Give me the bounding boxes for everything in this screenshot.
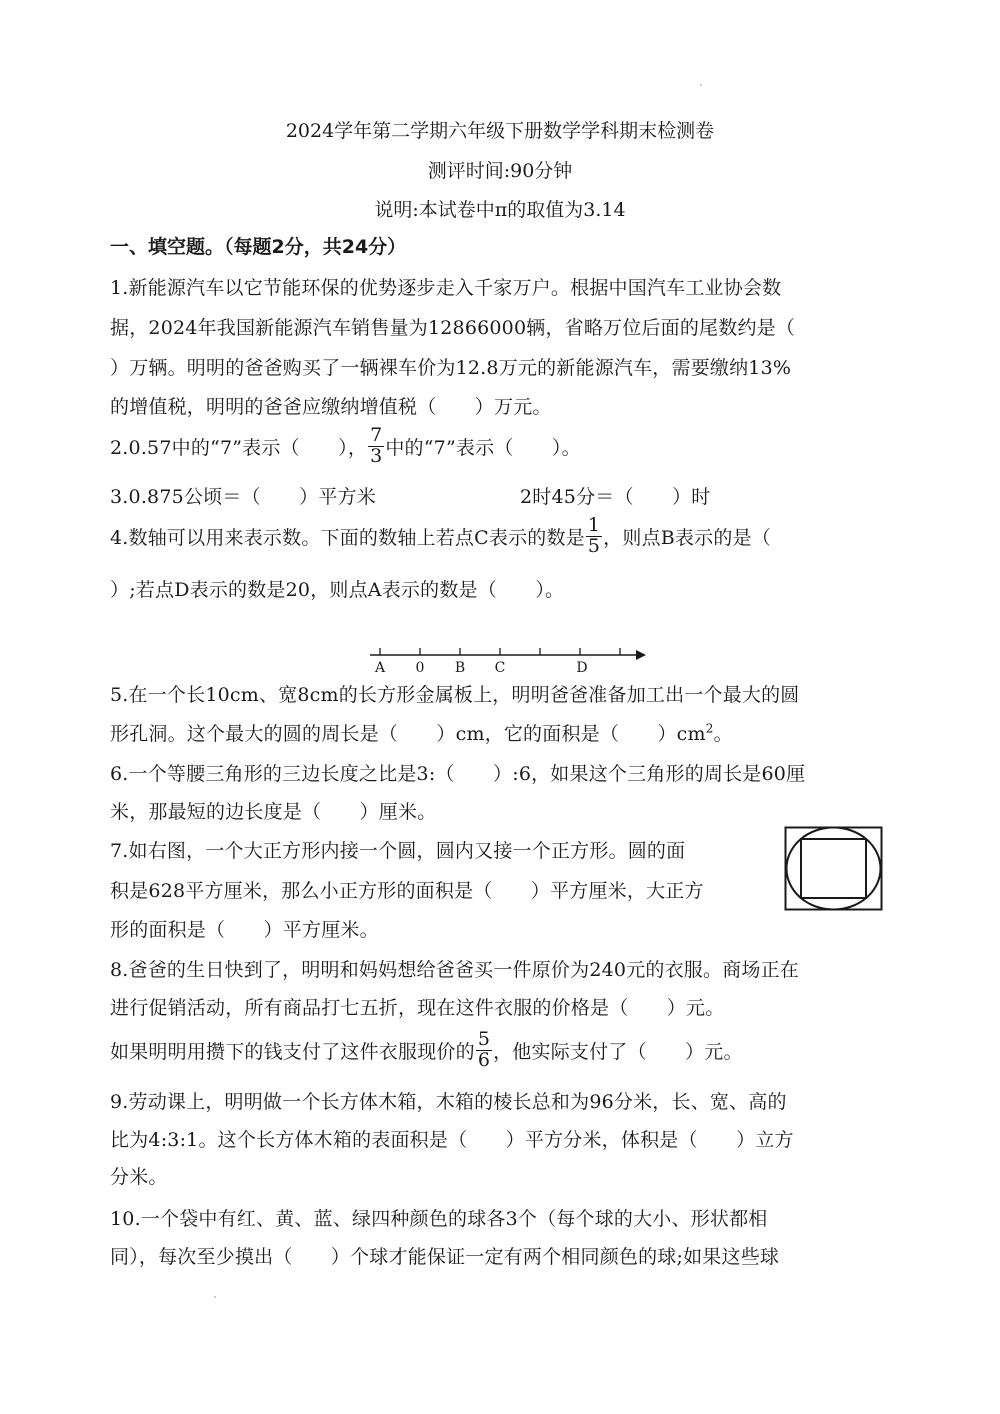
q4-frac-num: 1: [587, 514, 601, 536]
q4-line2: ）;若点D表示的数是20，则点A表示的数是（ ）。: [110, 579, 565, 601]
q2-frac-den: 3: [370, 444, 383, 467]
speck: [700, 84, 702, 86]
label-a: A: [374, 660, 386, 676]
q8-frac-den: 6: [477, 1048, 491, 1071]
q7-line2: 积是628平方厘米，那么小正方形的面积是（ ）平方厘米，大正方: [110, 880, 704, 902]
q2-part-a: 2.0.57中的“7”表示（ ），: [110, 436, 368, 459]
exam-title: 2024学年第二学期六年级下册数学学科期末检测卷: [285, 120, 715, 142]
q3-part-a: 3.0.875公顷＝（ ）平方米: [110, 486, 376, 508]
q1-line3: ）万辆。明明的爸爸购买了一辆裸车价为12.8万元的新能源汽车，需要缴纳13%: [110, 357, 792, 379]
q7-line1: 7.如右图，一个大正方形内接一个圆，圆内又接一个正方形。圆的面: [110, 840, 686, 862]
q4-part-a: 4.数轴可以用来表示数。下面的数轴上若点C表示的数是: [110, 526, 585, 549]
speck: [214, 1296, 216, 1298]
q8-part-a: 如果明明用攒下的钱支付了这件衣服现价的: [110, 1040, 475, 1063]
inner-square: [801, 839, 866, 898]
q5-superscript: 2: [705, 721, 714, 736]
number-line-arrow: [636, 650, 646, 660]
q9-line2: 比为4:3:1。这个长方体木箱的表面积是（ ）平方分米，体积是（ ）立方: [110, 1129, 794, 1151]
q2-frac-num: 7: [370, 424, 383, 446]
q2-fraction: [368, 426, 384, 467]
q8-frac-num: 5: [477, 1028, 491, 1050]
q2-part-b: 中的“7”表示（ ）。: [385, 436, 581, 459]
q8-line1: 8.爸爸的生日快到了，明明和妈妈想给爸爸买一件原价为240元的衣服。商场正在: [110, 959, 799, 981]
q5-line2-text: 形孔洞。这个最大的圆的周长是（ ）cm，它的面积是（ ）cm: [110, 723, 706, 745]
q10-line1: 10.一个袋中有红、黄、蓝、绿四种颜色的球各3个（每个球的大小、形状都相: [110, 1208, 768, 1230]
q1-line1: 1.新能源汽车以它节能环保的优势逐步走入千家万户。根据中国汽车工业协会数: [110, 277, 782, 299]
q7-line3: 形的面积是（ ）平方厘米。: [110, 919, 379, 941]
q2-line: [110, 426, 581, 467]
number-line: [360, 638, 660, 678]
q9-line1: 9.劳动课上，明明做一个长方体木箱，木箱的棱长总和为96分米，长、宽、高的: [110, 1091, 787, 1113]
q4-line1: [110, 516, 771, 557]
q8-fraction: [476, 1030, 492, 1071]
label-b: B: [454, 660, 466, 676]
square-circle-figure: [784, 826, 884, 912]
label-c: C: [494, 660, 506, 676]
q3-part-b: 2时45分＝（ ）时: [520, 486, 711, 508]
q8-part-b: ，他实际支付了（ ）元。: [493, 1040, 743, 1063]
q1-line2: 据，2024年我国新能源汽车销售量为12866000辆，省略万位后面的尾数约是（: [110, 317, 796, 339]
section-title: 一、填空题。（每题2分，共24分）: [110, 236, 407, 258]
q5-line2-end: 。: [713, 723, 733, 745]
q6-line1: 6.一个等腰三角形的三边长度之比是3:（ ）:6，如果这个三角形的周长是60厘: [110, 763, 806, 785]
q9-line3: 分米。: [110, 1166, 168, 1188]
q5-line1: 5.在一个长10cm、宽8cm的长方形金属板上，明明爸爸准备加工出一个最大的圆: [110, 684, 800, 706]
q10-line2: 同），每次至少摸出（ ）个球才能保证一定有两个相同颜色的球;如果这些球: [110, 1246, 780, 1268]
q6-line2: 米，那最短的边长度是（ ）厘米。: [110, 801, 437, 823]
q5-line2: [110, 719, 733, 746]
q4-fraction: [586, 516, 602, 557]
q4-part-b: ，则点B表示的是（: [603, 526, 771, 549]
exam-note: 说明:本试卷中π的取值为3.14: [374, 199, 626, 221]
q1-line4: 的增值税，明明的爸爸应缴纳增值税（ ）万元。: [110, 396, 552, 418]
q8-line3: [110, 1030, 743, 1071]
exam-time: 测评时间:90分钟: [427, 160, 573, 182]
label-0: 0: [415, 660, 425, 676]
q4-frac-den: 5: [587, 534, 601, 557]
q8-line2: 进行促销活动，所有商品打七五折，现在这件衣服的价格是（ ）元。: [110, 997, 725, 1019]
label-d: D: [576, 660, 588, 676]
